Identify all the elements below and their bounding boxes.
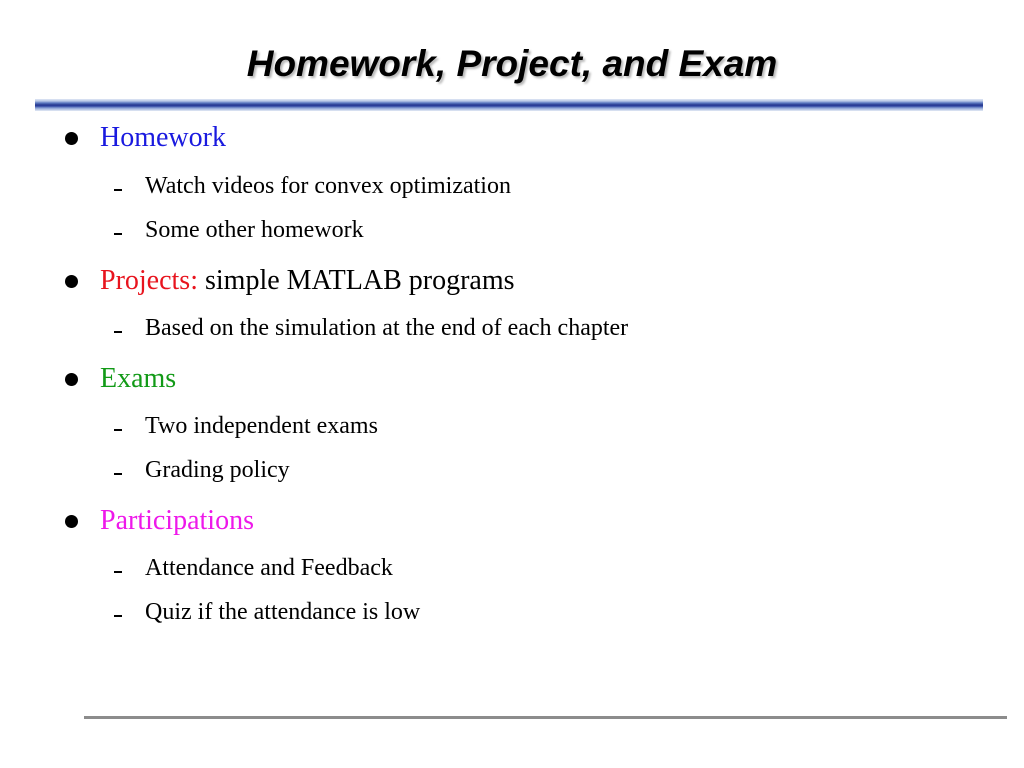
bullet-icon [65,132,78,145]
bullet-icon [65,275,78,288]
sub-item-simulation: Based on the simulation at the end of each chapter [145,315,629,341]
dash-icon [114,571,122,573]
dash-icon [114,331,122,333]
title-divider [35,99,983,111]
dash-icon [114,615,122,617]
sub-item-attendance-feedback: Attendance and Feedback [145,555,393,581]
section-heading-participations [100,505,254,537]
bullet-icon [65,515,78,528]
sub-item-quiz: Quiz if the attendance is low [145,599,421,625]
section-heading-text: Exams [100,363,177,394]
slide-title: Homework, Project, and Exam [246,43,778,84]
sub-item-grading-policy: Grading policy [145,457,290,483]
dash-icon [114,189,122,191]
section-heading-exams [100,363,176,395]
bullet-icon [65,373,78,386]
sub-item-watch-videos: Watch videos for convex optimization [145,173,511,199]
sub-item-two-exams: Two independent exams [145,413,378,439]
sub-item-other-homework: Some other homework [145,217,364,243]
dash-icon [114,429,122,431]
dash-icon [114,233,122,235]
footer-divider [84,716,1007,719]
dash-icon [114,473,122,475]
section-heading-text: Participations [100,505,254,536]
section-heading-homework [100,122,226,154]
section-heading-text: Projects: [100,265,198,296]
section-heading-rest: simple MATLAB programs [198,265,515,296]
section-heading-text: Homework [100,122,226,153]
section-heading-projects [100,265,515,297]
